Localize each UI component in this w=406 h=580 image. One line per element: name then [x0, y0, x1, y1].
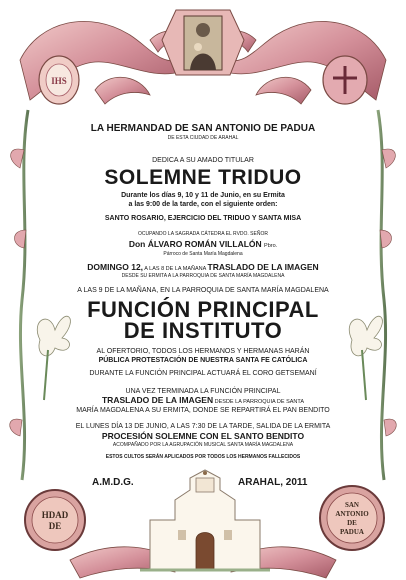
brotherhood-subtitle: DE ESTA CIUDAD DE ARAHAL [167, 135, 239, 141]
left-medal-line2: DE [48, 521, 62, 531]
brotherhood-title: LA HERMANDAD DE SAN ANTONIO DE PADUA [90, 123, 316, 134]
funcion-title-line1: FUNCIÓN PRINCIPAL [87, 297, 319, 322]
traslado-2-intro: UNA VEZ TERMINADA LA FUNCIÓN PRINCIPAL [125, 388, 281, 395]
right-medal-line4: PADUA [340, 528, 364, 536]
procesion-note: ESTOS CULTOS SERÁN APLICADOS POR TODOS LOS HERMANOS FALLECIDOS [105, 454, 301, 460]
choir-line: DURANTE LA FUNCIÓN PRINCIPAL ACTUARÁ EL CORO GETSEMANÍ [89, 370, 317, 377]
traslado-2-route-a: DESDE LA PARROQUIA DE SANTA [213, 399, 305, 405]
place-year: ARAHAL, 2011 [238, 477, 308, 488]
triduo-order: SANTO ROSARIO, EJERCICIO DEL TRIDUO Y SANTA MISA [104, 215, 302, 222]
funcion-intro: A LAS 9 DE LA MAÑANA, EN LA PARROQUIA DE SANTA MARÍA MAGDALENA [77, 287, 329, 294]
procesion-intro: EL LUNES DÍA 13 DE JUNIO, A LAS 7:30 DE LA TARDE, SALIDA DE LA ERMITA [75, 423, 331, 430]
dedication: DEDICA A SU AMADO TITULAR [152, 157, 254, 164]
preacher-name: Don ÁLVARO ROMÁN VILLALÓN [128, 239, 262, 249]
triduo-dates-line1: Durante los días 9, 10 y 11 de Junio, en su Ermita [121, 192, 285, 199]
right-medal-line3: DE [347, 519, 357, 527]
preacher-intro: OCUPANDO LA SAGRADA CÁTEDRA EL RVDO. SEÑOR [138, 231, 268, 237]
triduo-dates-line2: a las 9:00 de la tarde, con el siguiente orden: [128, 201, 278, 208]
traslado-1-action: TRASLADO DE LA IMAGEN [207, 262, 319, 272]
preacher-parish: Párroco de Santa María Magdalena [163, 251, 243, 257]
saint-medallion [162, 10, 244, 75]
protestation-line: PÚBLICA PROTESTACIÓN DE NUESTRA SANTA FE CATÓLICA [98, 357, 308, 364]
ihs-monogram: IHS [51, 76, 67, 86]
offertory-line: AL OFERTORIO, TODOS LOS HERMANOS Y HERMANAS HARÁN [96, 348, 310, 355]
procesion-title: PROCESIÓN SOLEMNE CON EL SANTO BENDITO [101, 431, 305, 441]
preacher-title: Pbro. [264, 243, 278, 249]
right-medal-line2: ANTONIO [335, 510, 369, 518]
procesion-band: ACOMPAÑADO POR LA AGRUPACIÓN MUSICAL SANTA MARÍA MAGDALENA [112, 442, 294, 448]
traslado-1-route: DESDE SU ERMITA A LA PARROQUIA DE SANTA MARÍA MAGDALENA [121, 273, 285, 279]
right-medal [320, 486, 384, 550]
traslado-2-line [0, 396, 406, 405]
left-medal-line1: HDAD [41, 510, 69, 520]
amdg-label: A.M.D.G. [92, 477, 134, 488]
traslado-1-time: A LAS 8 DE LA MAÑANA [143, 266, 208, 272]
traslado-2-route-b: MARÍA MAGDALENA A SU ERMITA, DONDE SE REPARTIRÁ EL PAN BENDITO [76, 407, 330, 414]
triduo-title: SOLEMNE TRIDUO [104, 166, 302, 189]
left-medal [25, 490, 85, 550]
traslado-1-day: DOMINGO 12, [87, 262, 144, 272]
preacher-line [0, 240, 406, 249]
right-medal-line1: SAN [344, 501, 360, 509]
cross-medallion [323, 56, 367, 104]
traslado-2-action: TRASLADO DE LA IMAGEN [101, 395, 214, 405]
funcion-title-line2: DE INSTITUTO [123, 318, 283, 343]
traslado-1-line [0, 263, 406, 272]
